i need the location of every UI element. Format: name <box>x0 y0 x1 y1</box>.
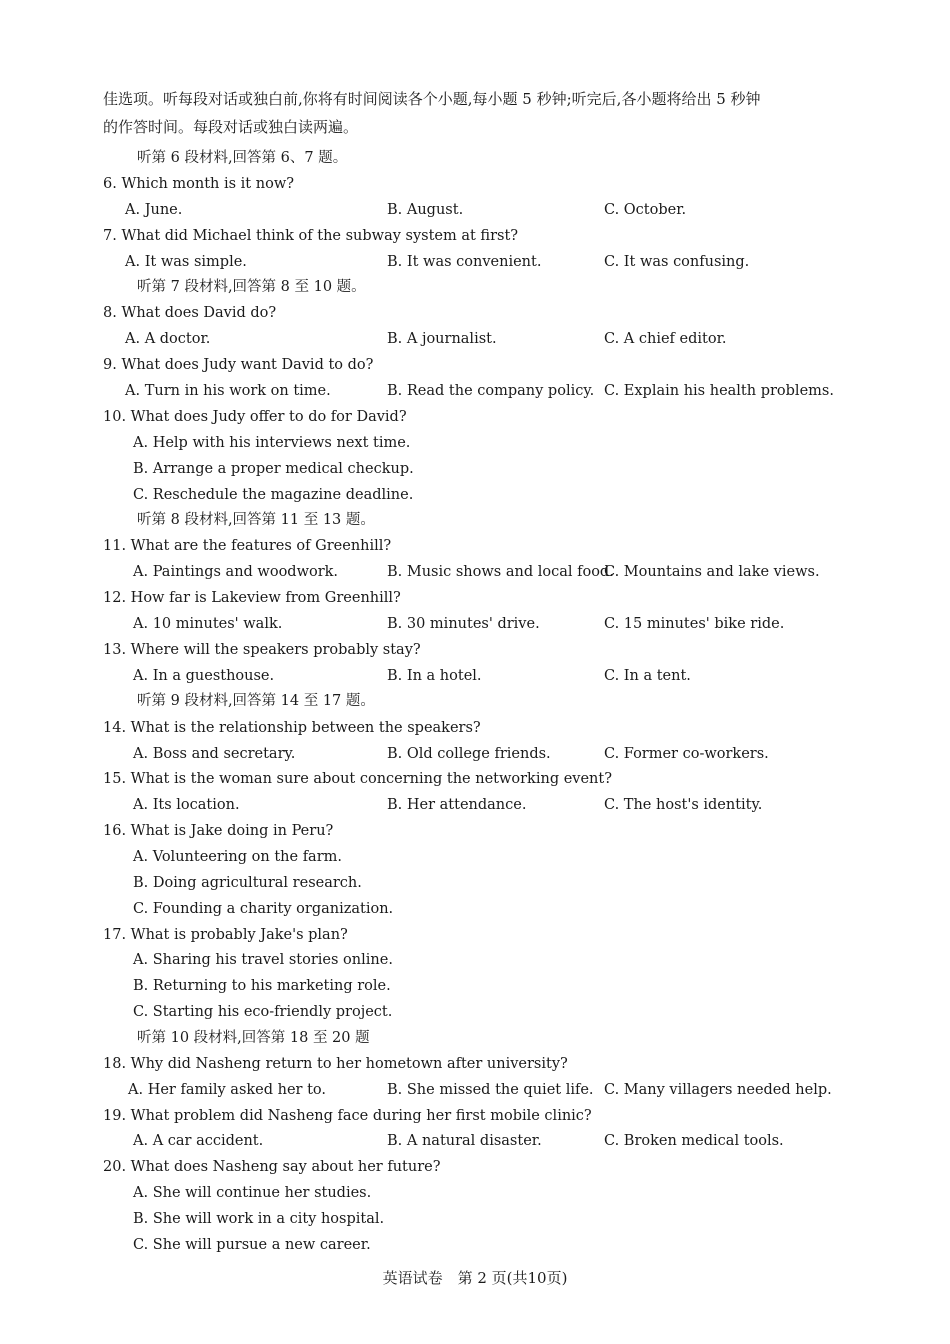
option-a: A. Sharing his travel stories online. <box>133 952 393 968</box>
option-c: C. The host's identity. <box>604 797 763 813</box>
section-header: 听第 9 段材料,回答第 14 至 17 题。 <box>137 693 375 709</box>
option-a: A. She will continue her studies. <box>133 1185 372 1201</box>
option-c: C. Starting his eco-friendly project. <box>133 1004 393 1020</box>
option-b: B. Her attendance. <box>387 797 527 813</box>
option-b: B. Returning to his marketing role. <box>133 978 391 994</box>
option-c: C. A chief editor. <box>604 331 727 347</box>
option-a: A. Volunteering on the farm. <box>133 849 342 865</box>
option-c: C. Former co-workers. <box>604 746 769 762</box>
page-footer: 英语试卷 第 2 页(共10页) <box>382 1269 568 1287</box>
question-text: 14. What is the relationship between the speakers? <box>103 720 481 736</box>
section-header: 听第 6 段材料,回答第 6、7 题。 <box>137 150 348 166</box>
option-b: B. She missed the quiet life. <box>387 1082 594 1098</box>
option-b: B. Old college friends. <box>387 746 551 762</box>
question-text: 16. What is Jake doing in Peru? <box>103 823 334 839</box>
option-c: C. Reschedule the magazine deadline. <box>133 487 414 503</box>
option-b: B. A journalist. <box>387 331 497 347</box>
option-c: C. Mountains and lake views. <box>604 564 820 580</box>
option-c: C. October. <box>604 202 687 218</box>
option-a: A. Paintings and woodwork. <box>133 564 339 580</box>
question-text: 8. What does David do? <box>103 305 277 321</box>
option-b: B. A natural disaster. <box>387 1133 542 1149</box>
instructions-line-1: 佳选项。听每段对话或独白前,你将有时间阅读各个小题,每小题 5 秒钟;听完后,各小题将给出 5 秒钟 <box>103 90 761 108</box>
option-b: B. Music shows and local food. <box>387 564 614 580</box>
option-c: C. In a tent. <box>604 668 691 684</box>
option-b: B. August. <box>387 202 464 218</box>
question-text: 7. What did Michael think of the subway system at first? <box>103 228 519 244</box>
option-b: B. Doing agricultural research. <box>133 875 362 891</box>
option-c: C. Broken medical tools. <box>604 1133 784 1149</box>
option-c: C. 15 minutes' bike ride. <box>604 616 785 632</box>
option-a: A. A car accident. <box>133 1133 264 1149</box>
question-text: 6. Which month is it now? <box>103 176 294 192</box>
option-b: B. She will work in a city hospital. <box>133 1211 385 1227</box>
question-text: 19. What problem did Nasheng face during her first mobile clinic? <box>103 1108 592 1124</box>
question-text: 13. Where will the speakers probably stay? <box>103 642 421 658</box>
section-header: 听第 8 段材料,回答第 11 至 13 题。 <box>137 512 375 528</box>
option-b: B. 30 minutes' drive. <box>387 616 540 632</box>
option-a: A. Turn in his work on time. <box>125 383 331 399</box>
question-text: 10. What does Judy offer to do for David? <box>103 409 407 425</box>
question-text: 11. What are the features of Greenhill? <box>103 538 392 554</box>
option-a: A. Help with his interviews next time. <box>133 435 411 451</box>
option-b: B. Read the company policy. <box>387 383 595 399</box>
option-a: A. 10 minutes' walk. <box>133 616 283 632</box>
option-c: C. Many villagers needed help. <box>604 1082 832 1098</box>
option-a: A. June. <box>125 202 183 218</box>
section-header: 听第 10 段材料,回答第 18 至 20 题 <box>137 1030 370 1046</box>
option-a: A. It was simple. <box>125 254 247 270</box>
question-text: 12. How far is Lakeview from Greenhill? <box>103 590 401 606</box>
question-text: 15. What is the woman sure about concerning the networking event? <box>103 771 613 787</box>
option-c: C. Explain his health problems. <box>604 383 834 399</box>
option-a: A. Boss and secretary. <box>133 746 296 762</box>
option-c: C. Founding a charity organization. <box>133 901 394 917</box>
option-b: B. Arrange a proper medical checkup. <box>133 461 414 477</box>
section-header: 听第 7 段材料,回答第 8 至 10 题。 <box>137 279 366 295</box>
question-text: 20. What does Nasheng say about her future? <box>103 1159 441 1175</box>
option-a: A. Its location. <box>133 797 240 813</box>
option-a: A. A doctor. <box>125 331 211 347</box>
option-a: A. In a guesthouse. <box>133 668 275 684</box>
option-b: B. In a hotel. <box>387 668 482 684</box>
instructions-line-2: 的作答时间。每段对话或独白读两遍。 <box>103 118 359 136</box>
question-text: 9. What does Judy want David to do? <box>103 357 374 373</box>
option-a: A. Her family asked her to. <box>128 1082 327 1098</box>
question-text: 18. Why did Nasheng return to her hometown after university? <box>103 1056 568 1072</box>
question-text: 17. What is probably Jake's plan? <box>103 927 348 943</box>
option-c: C. She will pursue a new career. <box>133 1237 371 1253</box>
option-b: B. It was convenient. <box>387 254 542 270</box>
option-c: C. It was confusing. <box>604 254 750 270</box>
